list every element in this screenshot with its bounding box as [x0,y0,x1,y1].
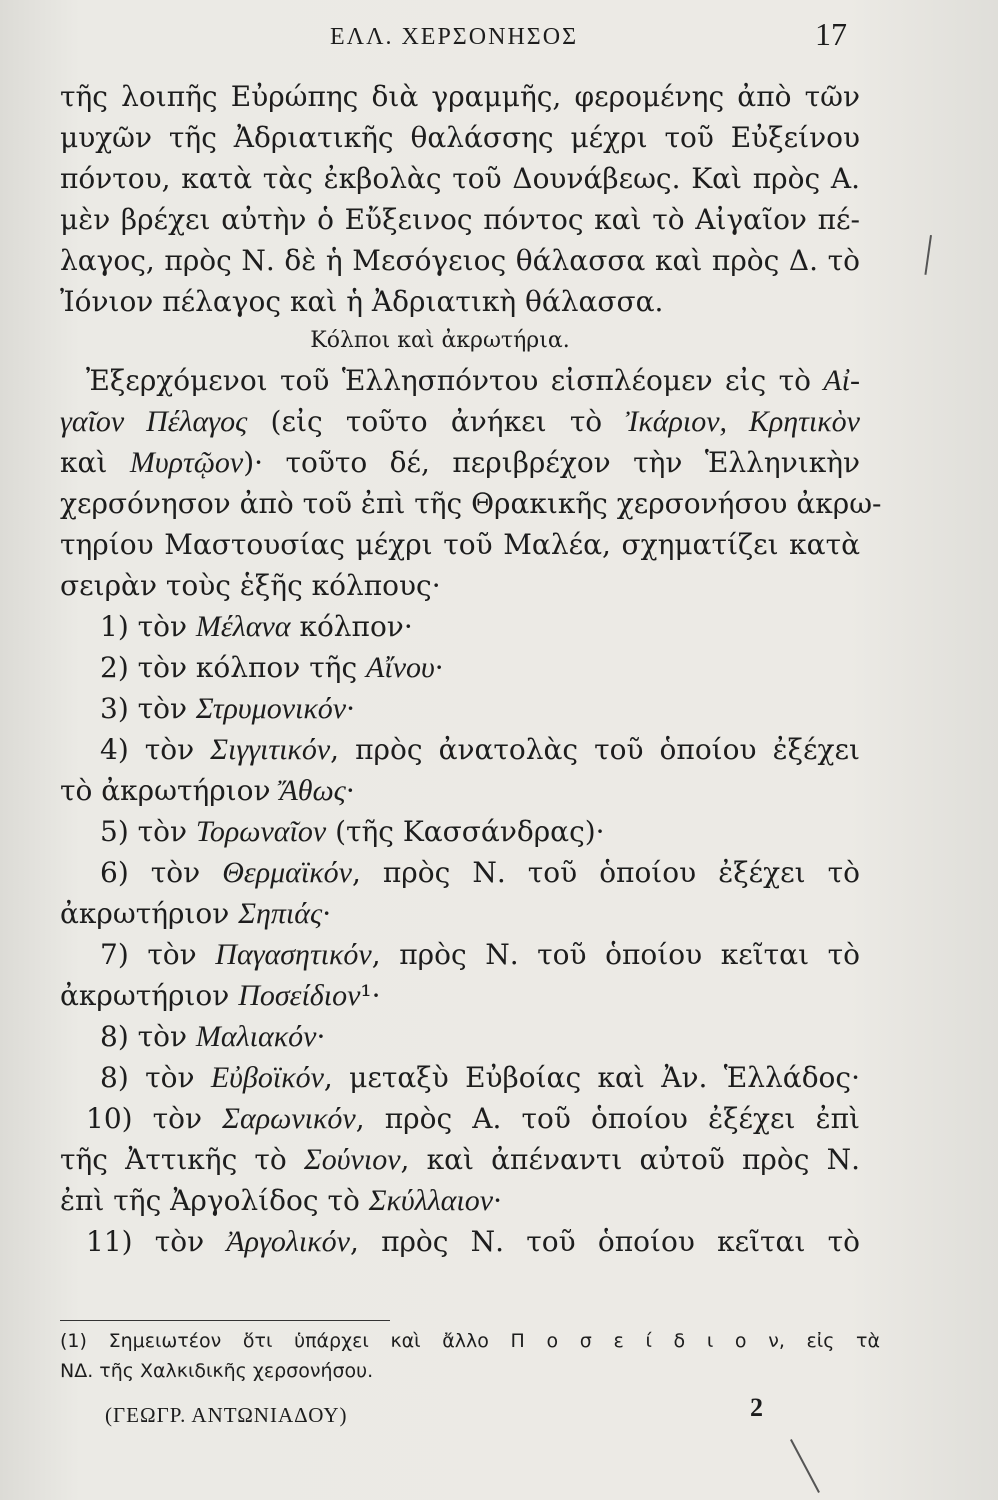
section-subheading: Κόλποι καὶ ἀκρωτήρια. [310,328,570,353]
text-line: τηρίου Μαστουσίας μέχρι τοῦ Μαλέα, σχηματίζει κατὰ [60,528,860,561]
text-span: , πρὸς Ν. τοῦ ὁποίου κεῖται τὸ [371,938,860,971]
gulf-item-continuation [60,1180,860,1221]
footnote-line: ΝΔ. τῆς Χαλκιδικῆς χερσονήσου. [60,1360,374,1382]
gulf-item [60,811,860,852]
text-span: ἀκρωτήριον [60,897,239,930]
footnote-marker: ¹· [360,979,381,1012]
gulf-item [60,729,860,770]
cape-name: Σκύλλαιον [368,1184,494,1217]
body-text [60,76,882,1262]
signature-number: 2 [750,1393,763,1422]
gulf-name: Σαρωνικόν [222,1102,356,1135]
gulf-item [60,1221,860,1262]
text-span: · [322,897,332,930]
gulf-item [60,606,860,647]
gulf-item [60,1016,860,1057]
gulf-item-continuation [60,975,860,1016]
text-span: (εἰς τοῦτο ἀνήκει τὸ [247,405,626,438]
text-span: , καὶ ἀπέναντι αὐτοῦ πρὸς Ν. [400,1143,860,1176]
item-number: 8) τὸν [100,1020,196,1053]
running-head: ΕΛΛ. ΧΕΡΣΟΝΗΣΟΣ [330,24,579,50]
gulf-name: Εὐβοϊκόν [210,1061,324,1094]
text-line: τῆς λοιπῆς Εὐρώπης διὰ γραμμῆς, φερομένης ἀπὸ τῶν [60,80,860,113]
text-span: , πρὸς Ν. τοῦ ὁποίου κεῖται τὸ [349,1225,860,1258]
text-line: χερσόνησον ἀπὸ τοῦ ἐπὶ τῆς Θρακικῆς χερσονήσου ἀκρω- [60,487,882,520]
text-span: ἐπὶ τῆς Ἀργολίδος τὸ [60,1184,369,1217]
gulf-item [60,1057,860,1098]
gulf-name: Θερμαϊκόν [222,856,352,889]
gulf-item [60,852,860,893]
text-span: κόλπον· [290,610,413,643]
text-line [60,401,860,442]
place-name: γαῖον Πέλαγος [60,405,248,438]
gulf-name: Αἴνου [366,651,435,684]
text-span: τῆς Ἀττικῆς τὸ [60,1143,304,1176]
footnotes [60,1326,880,1386]
gulf-name: Παγασητικόν [215,938,372,971]
text-span: (τῆς Κασσάνδρας)· [326,815,605,848]
item-number: 6) τὸν [100,856,223,889]
gulf-item-continuation [60,1139,860,1180]
item-number: 5) τὸν [100,815,196,848]
text-span: , μεταξὺ Εὐβοίας καὶ Ἀν. Ἑλλάδος· [323,1061,860,1094]
place-name: Ἰκάριον, Κρητικὸν [625,405,860,438]
gulf-name: Μέλανα [195,610,291,643]
cape-name: Ἄθως [279,774,346,807]
text-span: · [345,774,355,807]
item-number: 1) τὸν [100,610,196,643]
gulf-item [60,1098,860,1139]
place-name: Αἰ- [823,364,860,397]
gulf-item-continuation [60,893,860,934]
gulf-item [60,688,860,729]
text-span: τὸ ἀκρωτήριον [60,774,280,807]
page-scratch-mark [924,235,932,275]
gulf-item [60,934,860,975]
item-number: 10) τὸν [86,1102,223,1135]
text-span: · [346,692,355,725]
page-number: 17 [815,16,847,52]
text-span: · [493,1184,502,1217]
text-line: μὲν βρέχει αὐτὴν ὁ Εὔξεινος πόντος καὶ τὸ Αἰγαῖον πέ- [60,203,860,236]
gulf-name: Μαλιακόν [195,1020,317,1053]
gulf-name: Σιγγιτικόν [210,733,331,766]
text-span: Ἐξερχόμενοι τοῦ Ἑλλησπόντου εἰσπλέομεν εἰς τὸ [86,364,824,397]
gulf-item-continuation [60,770,860,811]
text-span: · [434,651,444,684]
text-line: Ἰόνιον πέλαγος καὶ ἡ Ἀδριατικὴ θάλασσα. [60,285,664,318]
text-span: )· τοῦτο δέ, περιβρέχον τὴν Ἑλληνικὴν [243,446,860,479]
place-name: Μυρτῷον [129,446,244,479]
gulf-item [60,647,860,688]
page-scratch-mark [790,1439,820,1493]
text-line [60,442,860,483]
cape-name: Σηπιάς [238,897,323,930]
gulf-name: Ἀργολικόν [226,1225,350,1258]
text-line: λαγος, πρὸς Ν. δὲ ἡ Μεσόγειος θάλασσα καὶ πρὸς Δ. τὸ [60,244,860,277]
text-line [60,360,860,401]
text-span: , πρὸς Ν. τοῦ ὁποίου ἐξέχει τὸ [351,856,860,889]
item-number: 3) τὸν [100,692,196,725]
text-span: · [316,1020,326,1053]
footnote-line: (1) Σημειωτέον ὅτι ὑπάρχει καὶ ἄλλο Π ο σ ε ί δ ι ο ν, εἰς τὰ [60,1330,880,1352]
text-line: μυχῶν τῆς Ἀδριατικῆς θαλάσσης μέχρι τοῦ Εὐξείνου [60,121,860,154]
cape-name: Ποσείδιον [238,979,361,1012]
footnote-rule [60,1320,390,1321]
item-number: 8) τὸν [100,1061,211,1094]
item-number: 4) τὸν [100,733,211,766]
gulf-name: Τορωναῖον [195,815,327,848]
text-span: , πρὸς ἀνατολὰς τοῦ ὁποίου ἐξέχει [330,733,860,766]
text-span: ἀκρωτήριον [60,979,239,1012]
text-span: καὶ [60,446,130,479]
text-span: , πρὸς Α. τοῦ ὁποίου ἐξέχει ἐπὶ [355,1102,860,1135]
text-line: σειρὰν τοὺς ἑξῆς κόλπους· [60,569,441,602]
page-header [0,14,998,54]
item-number: 2) τὸν κόλπον τῆς [100,651,367,684]
gulf-name: Στρυμονικόν [195,692,347,725]
item-number: 7) τὸν [100,938,216,971]
item-number: 11) τὸν [86,1225,227,1258]
text-line: πόντου, κατὰ τὰς ἐκβολὰς τοῦ Δουνάβεως. Καὶ πρὸς Α. [60,162,860,195]
printer-signature: (ΓΕΩΓΡ. ΑΝΤΩΝΙΑΔΟΥ) [105,1403,348,1427]
cape-name: Σούνιον [303,1143,401,1176]
